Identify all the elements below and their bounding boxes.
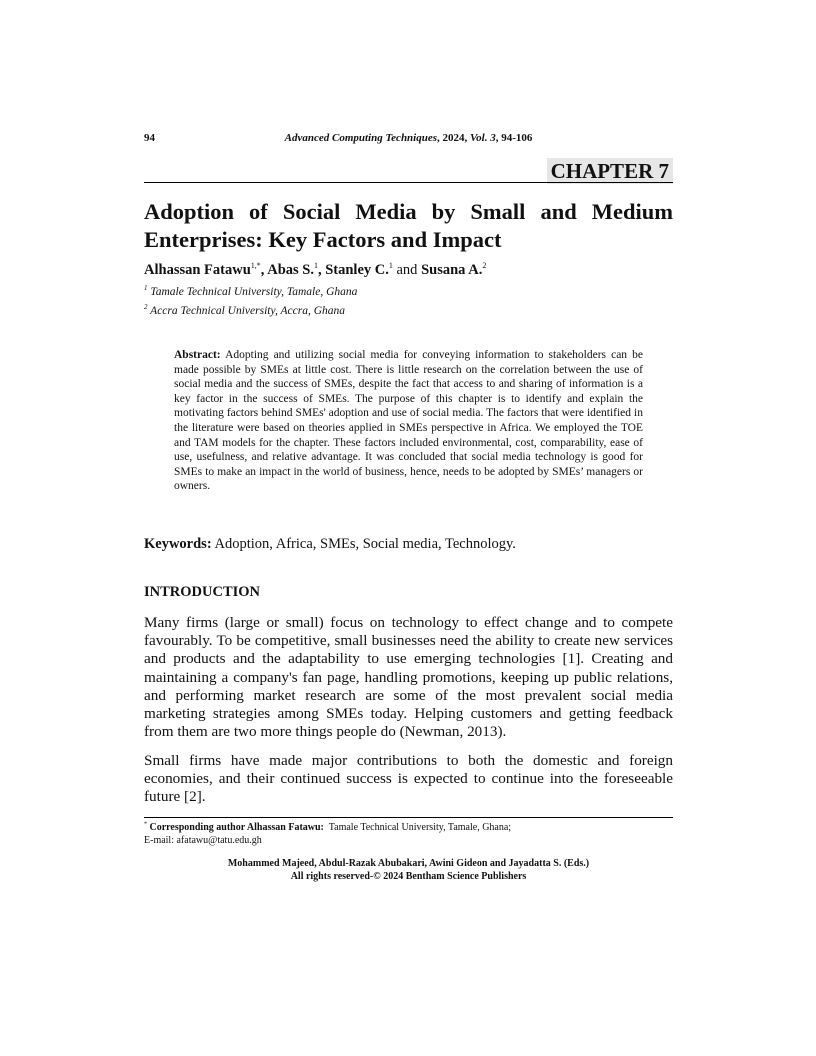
author-name: Alhassan Fatawu	[144, 262, 251, 278]
affiliation: $^1$ Tamale Technical University, Tamale, Ghana	[144, 284, 358, 298]
abstract	[174, 348, 643, 494]
body-paragraph: Small firms have made major contributions to both the domestic and foreign economies, and their continued success is expected to continue into the foreseeable future [2].	[144, 752, 673, 806]
corresponding-author-footnote: * Corresponding author Alhassan Fatawu: Tamale Technical University, Tamale, Ghana; E-mail: afatawu@tatu.edu.gh	[144, 821, 512, 846]
copyright-line: All rights reserved-© 2024 Bentham Science Publishers	[290, 870, 527, 882]
author-name: Abas S.	[267, 262, 314, 278]
keywords-text: Adoption, Africa, SMEs, Social media, Technology.	[214, 536, 516, 552]
author-name: Susana A.	[421, 262, 483, 278]
page-number: 94	[144, 132, 155, 144]
abstract-label: Abstract:	[174, 349, 221, 361]
footnote-address: Tamale Technical University, Tamale, Ghana;	[328, 822, 512, 833]
body-paragraph: Many firms (large or small) focus on technology to effect change and to compete favourably. To be competitive, small businesses need the ability to create new services and products and the adaptability to use emerging technologies [1]. Creating and maintaining a company's fan page, handling promotions, keeping up public relations, and performing market research are some of the most prevalent social media marketing strategies among SMEs today. Helping customers and getting feedback from them are two more things people do (Newman, 2013).	[144, 614, 673, 741]
keywords-label: Keywords:	[144, 536, 212, 552]
journal-pages: 94-106	[501, 132, 533, 144]
editors-line: Mohammed Majeed, Abdul-Razak Abubakari, Awini Gideon and Jayadatta S. (Eds.)	[227, 858, 590, 869]
journal-year: 2024	[442, 132, 465, 144]
chapter-divider	[144, 182, 673, 183]
author-affiliation-marker: 2	[482, 261, 487, 271]
footnote-divider	[144, 817, 673, 818]
running-header: Advanced Computing Techniques, 2024, Vol. 3, 94-106	[284, 132, 533, 144]
chapter-title: Adoption of Social Media by Small and Medium Enterprises: Key Factors and Impact	[144, 199, 673, 252]
chapter-label: CHAPTER 7	[547, 158, 673, 184]
author-affiliation-marker: 1	[313, 261, 318, 271]
footnote-label: Corresponding author Alhassan Fatawu:	[149, 822, 324, 833]
journal-name: Advanced Computing Techniques	[284, 132, 438, 144]
keywords	[144, 536, 516, 553]
author-affiliation-marker: 1,*	[250, 261, 261, 271]
author-list: Alhassan Fatawu$^{1,*}$, Abas S.$^1$, Stanley C.$^1$ and Susana A.$^2$	[144, 261, 487, 278]
affiliation: $^2$ Accra Technical University, Accra, Ghana	[144, 303, 345, 317]
abstract-text: Adopting and utilizing social media for conveying information to stakeholders can be made possible by SMEs at little cost. There is little research on the correlation between the use of social media and the success of SMEs, despite the fact that access to and sharing of information is a key factor in the success of SMEs. The purpose of this chapter is to identify and explain the motivating factors behind SMEs' adoption and use of social media. The factors that were identified in the literature were based on theories applied in SMEs perspective in Africa. We employed the TOE and TAM models for the chapter. These factors included environmental, cost, comparability, ease of use, usefulness, and relative advantage. It was concluded that social media technology is good for SMEs to make an impact in the world of business, hence, needs to be adopted by SMEs’ managers or owners.	[174, 349, 643, 493]
author-name: Stanley C.	[325, 262, 389, 278]
journal-volume: Vol. 3	[470, 132, 496, 144]
author-affiliation-marker: 1	[388, 261, 393, 271]
section-heading-introduction: INTRODUCTION	[144, 584, 261, 600]
editors-credit	[144, 858, 673, 883]
footnote-email: E-mail: afatawu@tatu.edu.gh	[144, 834, 262, 846]
